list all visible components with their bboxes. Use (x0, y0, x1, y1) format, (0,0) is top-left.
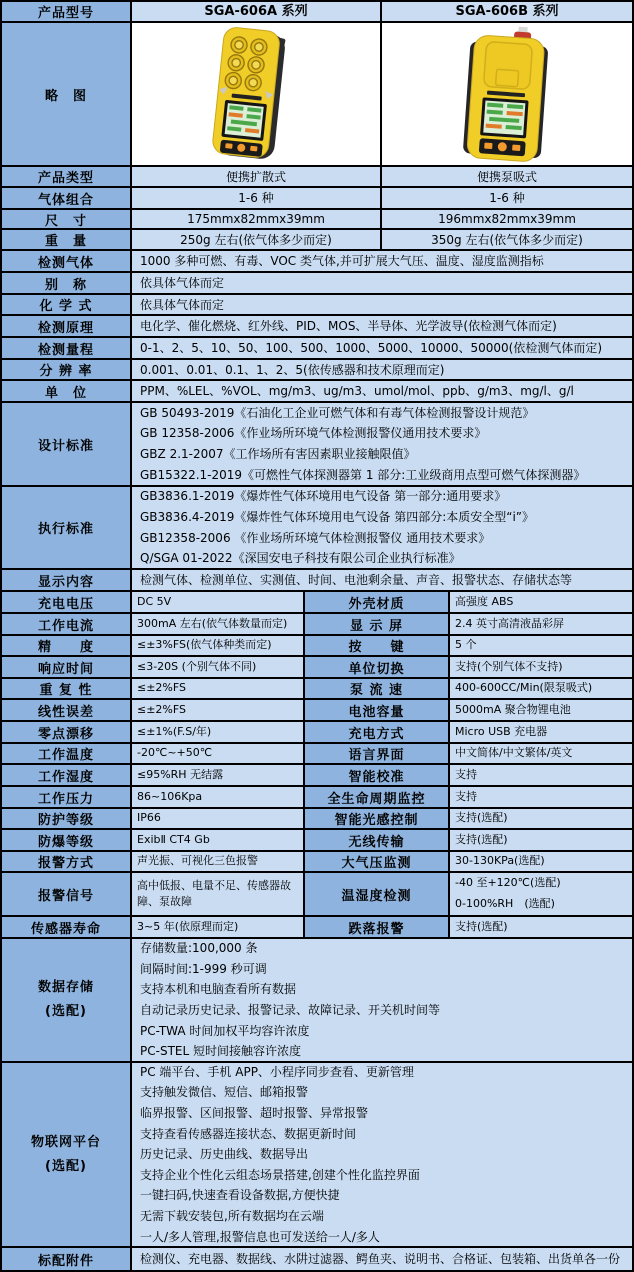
linearity-error-label-2: 电池容量 (305, 700, 450, 720)
execution-standards-value-1-line-2: GB12358-2006 《作业场所环境气体检测报警仪 通用技术要求》 (140, 530, 491, 545)
working-humidity-value-1: ≤95%RH 无结露 (132, 765, 305, 785)
gas-combination-label: 气体组合 (2, 188, 132, 208)
row-accuracy (2, 636, 632, 657)
detection-principle-label: 检测原理 (2, 316, 132, 336)
row-execution-standards (2, 487, 632, 570)
units-value-1: PPM、%LEL、%VOL、mg/m3、ug/m3、umol/mol、ppb、g/m3、mg/l、g/l (132, 381, 632, 401)
dimensions-label: 尺 寸 (2, 210, 132, 228)
explosion-proof-rating-value-3: 支持(选配) (450, 830, 632, 850)
iot-platform-value-1-line-6: 一键扫码,快速查看设备数据,方便快捷 (140, 1188, 340, 1203)
detection-range-label: 检测量程 (2, 338, 132, 358)
working-humidity-label: 工作湿度 (2, 765, 132, 785)
sketch-image-cell (382, 23, 632, 165)
explosion-proof-rating-label-2: 无线传输 (305, 830, 450, 850)
iot-platform-value-1-line-2: 临界报警、区间报警、超时报警、异常报警 (140, 1106, 369, 1121)
zero-drift-value-3: Micro USB 充电器 (450, 722, 632, 742)
data-storage-value-1-line-0: 存储数量:100,000 条 (140, 941, 258, 956)
linearity-error-label: 线性误差 (2, 700, 132, 720)
working-current-label-2: 显 示 屏 (305, 614, 450, 634)
working-temperature-value-1: -20℃~+50℃ (132, 744, 305, 763)
working-pressure-value-1: 86~106Kpa (132, 787, 305, 807)
repeatability-value-1: ≤±2%FS (132, 679, 305, 698)
iot-platform-value-1-line-1: 支持触发微信、短信、邮箱报警 (140, 1085, 309, 1100)
protection-rating-value-1: IP66 (132, 809, 305, 828)
charging-voltage-label: 充电电压 (2, 592, 132, 612)
units-label: 单 位 (2, 381, 132, 401)
row-working-pressure (2, 787, 632, 809)
working-temperature-label: 工作温度 (2, 744, 132, 763)
row-sketch (2, 23, 632, 167)
weight-label: 重 量 (2, 230, 132, 249)
iot-platform-value-1-line-0: PC 端平台、手机 APP、小程序同步查看、更新管理 (140, 1064, 414, 1079)
row-product-model (2, 2, 632, 23)
sensor-life-label: 传感器寿命 (2, 917, 132, 937)
working-pressure-label: 工作压力 (2, 787, 132, 807)
response-time-label: 响应时间 (2, 657, 132, 677)
product-type-value-1: 便携扩散式 (132, 167, 382, 186)
keypad (479, 138, 526, 156)
product-model-value-1: SGA-606A 系列 (132, 2, 382, 21)
detected-gases-label: 检测气体 (2, 251, 132, 271)
row-charging-voltage (2, 592, 632, 614)
row-detection-principle (2, 316, 632, 338)
screen (480, 97, 529, 138)
design-standards-value-1-line-0: GB 50493-2019《石油化工企业可燃气体和有毒气体检测报警设计规范》 (140, 405, 535, 420)
zero-drift-label-2: 充电方式 (305, 722, 450, 742)
row-resolution (2, 360, 632, 381)
working-humidity-label-2: 智能校准 (305, 765, 450, 785)
alias-label: 别 称 (2, 273, 132, 293)
data-storage-label-line-0: 数据存储 (37, 980, 94, 995)
alarm-signal-value-3-line-0: -40 至+120℃(选配) (455, 876, 561, 890)
charging-voltage-value-3: 高强度 ABS (450, 592, 632, 612)
dimensions-value-2: 196mmx82mmx39mm (382, 210, 632, 228)
response-time-value-1: ≤3-20S (个别气体不同) (132, 657, 305, 677)
row-iot-platform (2, 1063, 632, 1248)
alarm-mode-label: 报警方式 (2, 852, 132, 871)
chemical-formula-label: 化 学 式 (2, 295, 132, 314)
row-protection-rating (2, 809, 632, 830)
data-storage-value-1-line-3: 自动记录历史记录、报警记录、故障记录、开关机时间等 (140, 1003, 441, 1017)
iot-platform-label-line-1: (选配) (45, 1158, 87, 1174)
working-current-label: 工作电流 (2, 614, 132, 634)
iot-platform-value-1-line-4: 历史记录、历史曲线、数据导出 (140, 1147, 309, 1162)
design-standards-value-1-line-2: GBZ 2.1-2007《工作场所有害因素职业接触限值》 (140, 447, 416, 461)
design-standards-label: 设计标准 (2, 403, 132, 485)
product-model-value-2: SGA-606B 系列 (382, 2, 632, 21)
sketch-label: 略 图 (2, 23, 132, 165)
explosion-proof-rating-label: 防爆等级 (2, 830, 132, 850)
row-detected-gases (2, 251, 632, 273)
alarm-signal-value-3 (450, 873, 632, 915)
alarm-mode-label-2: 大气压监测 (305, 852, 450, 871)
dimensions-value-1: 175mmx82mmx39mm (132, 210, 382, 228)
detection-principle-value-1: 电化学、催化燃烧、红外线、PID、MOS、半导体、光学波导(依检测气体而定) (132, 316, 632, 336)
row-units (2, 381, 632, 403)
working-current-value-3: 2.4 英寸高清液晶彩屏 (450, 614, 632, 634)
display-content-value-1: 检测气体、检测单位、实测值、时间、电池剩余量、声音、报警状态、存储状态等 (132, 570, 632, 590)
design-standards-value-1 (132, 403, 632, 485)
display-content-label: 显示内容 (2, 570, 132, 590)
working-temperature-value-3: 中文简体/中文繁体/英文 (450, 744, 632, 763)
weight-value-2: 350g 左右(依气体多少而定) (382, 230, 632, 249)
alarm-signal-value-1: 高中低报、电量不足、传感器故障、泵故障 (132, 873, 305, 915)
charging-voltage-label-2: 外壳材质 (305, 592, 450, 612)
execution-standards-label: 执行标准 (2, 487, 132, 568)
row-explosion-proof-rating (2, 830, 632, 852)
execution-standards-value-1-line-1: GB3836.4-2019《爆炸性气体环境用电气设备 第四部分:本质安全型“i”》 (140, 509, 535, 524)
row-standard-accessories (2, 1248, 632, 1270)
standard-accessories-value-1: 检测仪、充电器、数据线、水阱过滤器、鳄鱼夹、说明书、合格证、包装箱、出货单各一份 (132, 1248, 632, 1270)
alarm-mode-value-3: 30-130KPa(选配) (450, 852, 632, 871)
iot-platform-value-1-line-3: 支持查看传感器连接状态、数据更新时间 (140, 1126, 357, 1141)
row-design-standards (2, 403, 632, 487)
row-alarm-mode (2, 852, 632, 873)
detected-gases-value-1: 1000 多种可燃、有毒、VOC 类气体,并可扩展大气压、温度、湿度监测指标 (132, 251, 632, 271)
row-chemical-formula (2, 295, 632, 316)
product-type-value-2: 便携泵吸式 (382, 167, 632, 186)
row-linearity-error (2, 700, 632, 722)
iot-platform-value-1 (132, 1063, 632, 1246)
iot-platform-value-1-line-8: 一人/多人管理,报警信息也可发送给一人/多人 (140, 1229, 380, 1244)
iot-platform-value-1-line-5: 支持企业个性化云组态场景搭建,创建个性化监控界面 (140, 1167, 420, 1182)
alarm-signal-value-3-line-1: 0-100%RH (选配) (455, 897, 555, 910)
accuracy-value-1: ≤±3%FS(依气体种类而定) (132, 636, 305, 655)
alarm-signal-label: 报警信号 (2, 873, 132, 915)
design-standards-value-1-line-1: GB 12358-2006《作业场所环境气体检测报警仪通用技术要求》 (140, 426, 487, 441)
zero-drift-value-1: ≤±1%(F.S/年) (132, 722, 305, 742)
alias-value-1: 依具体气体而定 (132, 273, 632, 293)
working-temperature-label-2: 语言界面 (305, 744, 450, 763)
iot-platform-label (2, 1063, 132, 1246)
accuracy-label: 精 度 (2, 636, 132, 655)
zero-drift-label: 零点漂移 (2, 722, 132, 742)
weight-value-1: 250g 左右(依气体多少而定) (132, 230, 382, 249)
screen (221, 100, 267, 141)
protection-rating-value-3: 支持(选配) (450, 809, 632, 828)
product-type-label: 产品类型 (2, 167, 132, 186)
alarm-mode-value-1: 声光振、可视化三色报警 (132, 852, 305, 871)
protection-rating-label: 防护等级 (2, 809, 132, 828)
data-storage-label (2, 939, 132, 1061)
product-model-label: 产品型号 (2, 2, 132, 21)
row-repeatability (2, 679, 632, 700)
execution-standards-value-1 (132, 487, 632, 568)
alarm-signal-label-2: 温湿度检测 (305, 873, 450, 915)
row-detection-range (2, 338, 632, 360)
data-storage-value-1-line-1: 间隔时间:1-999 秒可调 (140, 961, 267, 976)
row-alias (2, 273, 632, 295)
working-current-value-1: 300mA 左右(依气体数量而定) (132, 614, 305, 634)
sga-606b-detector-image (427, 26, 587, 162)
gas-combination-value-2: 1-6 种 (382, 188, 632, 208)
repeatability-label-2: 泵 流 速 (305, 679, 450, 698)
row-sensor-life (2, 917, 632, 939)
sketch-image-cell (132, 23, 382, 165)
linearity-error-value-1: ≤±2%FS (132, 700, 305, 720)
row-product-type (2, 167, 632, 188)
sensor-life-label-2: 跌落报警 (305, 917, 450, 937)
resolution-value-1: 0.001、0.01、0.1、1、2、5(依传感器和技术原理而定) (132, 360, 632, 379)
data-storage-value-1-line-5: PC-STEL 短时间接触容许浓度 (140, 1044, 301, 1059)
accuracy-label-2: 按 键 (305, 636, 450, 655)
data-storage-label-line-1: (选配) (45, 1004, 87, 1019)
sga-606a-detector-image (176, 26, 336, 162)
data-storage-value-1 (132, 939, 632, 1061)
resolution-label: 分 辨 率 (2, 360, 132, 379)
charging-voltage-value-1: DC 5V (132, 592, 305, 612)
execution-standards-value-1-line-0: GB3836.1-2019《爆炸性气体环境用电气设备 第一部分:通用要求》 (140, 489, 507, 504)
row-dimensions (2, 210, 632, 230)
row-working-humidity (2, 765, 632, 787)
response-time-value-3: 支持(个别气体不支持) (450, 657, 632, 677)
row-alarm-signal (2, 873, 632, 917)
working-humidity-value-3: 支持 (450, 765, 632, 785)
detection-range-value-1: 0-1、2、5、10、50、100、500、1000、5000、10000、50000(依检测气体而定) (132, 338, 632, 358)
working-pressure-value-3: 支持 (450, 787, 632, 807)
row-working-current (2, 614, 632, 636)
linearity-error-value-3: 5000mA 聚合物锂电池 (450, 700, 632, 720)
standard-accessories-label: 标配附件 (2, 1248, 132, 1270)
repeatability-value-3: 400-600CC/Min(限泵吸式) (450, 679, 632, 698)
row-display-content (2, 570, 632, 592)
data-storage-value-1-line-4: PC-TWA 时间加权平均容许浓度 (140, 1023, 310, 1038)
row-working-temperature (2, 744, 632, 765)
iot-platform-label-line-0: 物联网平台 (30, 1134, 101, 1150)
execution-standards-value-1-line-3: Q/SGA 01-2022《深国安电子科技有限公司企业执行标准》 (140, 551, 461, 566)
explosion-proof-rating-value-1: ExibⅡ CT4 Gb (132, 830, 305, 850)
sensor-life-value-3: 支持(选配) (450, 917, 632, 937)
row-weight (2, 230, 632, 251)
row-data-storage (2, 939, 632, 1063)
data-storage-value-1-line-2: 支持本机和电脑查看所有数据 (140, 982, 297, 997)
row-response-time (2, 657, 632, 679)
response-time-label-2: 单位切换 (305, 657, 450, 677)
accuracy-value-3: 5 个 (450, 636, 632, 655)
gas-combination-value-1: 1-6 种 (132, 188, 382, 208)
working-pressure-label-2: 全生命周期监控 (305, 787, 450, 807)
chemical-formula-value-1: 依具体气体而定 (132, 295, 632, 314)
row-zero-drift (2, 722, 632, 744)
repeatability-label: 重 复 性 (2, 679, 132, 698)
iot-platform-value-1-line-7: 无需下载安装包,所有数据均在云端 (140, 1208, 324, 1223)
protection-rating-label-2: 智能光感控制 (305, 809, 450, 828)
sensor-life-value-1: 3~5 年(依原理而定) (132, 917, 305, 937)
row-gas-combination (2, 188, 632, 210)
design-standards-value-1-line-3: GB15322.1-2019《可燃性气体探测器第 1 部分:工业级商用点型可燃气体探测器》 (140, 467, 586, 482)
